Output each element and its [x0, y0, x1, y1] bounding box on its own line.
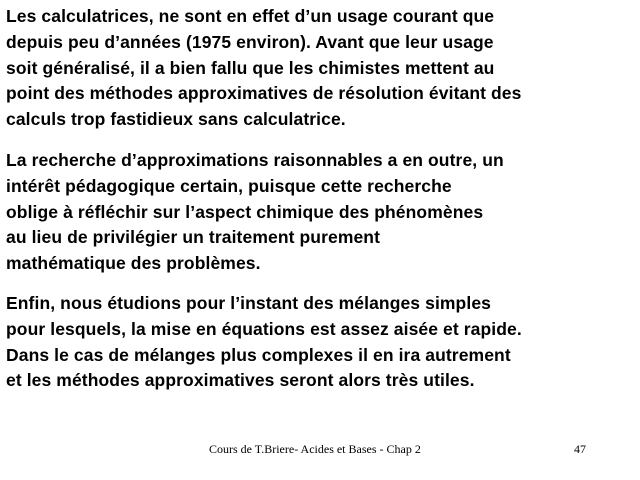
text-line: La recherche d’approximations raisonnables a en outre, un: [6, 150, 504, 170]
paragraph-approximations: [6, 148, 636, 277]
paragraph-mixtures: [6, 291, 636, 394]
page-number: 47: [574, 442, 586, 456]
footer-course-title: Cours de T.Briere- Acides et Bases - Chap 2: [209, 442, 421, 456]
text-line: point des méthodes approximatives de résolution évitant des: [6, 83, 522, 104]
text-line: calculs trop fastidieux sans calculatrice.: [6, 109, 346, 130]
text-line: intérêt pédagogique certain, puisque cette recherche: [6, 175, 452, 196]
paragraph-calculators: [6, 4, 636, 133]
text-line: au lieu de privilégier un traitement purement: [6, 227, 381, 248]
text-line: soit généralisé, il a bien fallu que les chimistes mettent au: [6, 57, 495, 78]
text-line: depuis peu d’années (1975 environ). Avant que leur usage: [6, 31, 494, 52]
text-line: Enfin, nous étudions pour l’instant des mélanges simples: [6, 293, 491, 313]
text-line: et les méthodes approximatives seront alors très utiles.: [6, 370, 475, 391]
text-line: Dans le cas de mélanges plus complexes il en ira autrement: [6, 344, 511, 365]
text-line: Les calculatrices, ne sont en effet d’un usage courant que: [6, 6, 495, 26]
text-line: pour lesquels, la mise en équations est assez aisée et rapide.: [6, 318, 522, 339]
text-line: oblige à réfléchir sur l’aspect chimique des phénomènes: [6, 201, 484, 222]
text-line: mathématique des problèmes.: [6, 253, 261, 274]
